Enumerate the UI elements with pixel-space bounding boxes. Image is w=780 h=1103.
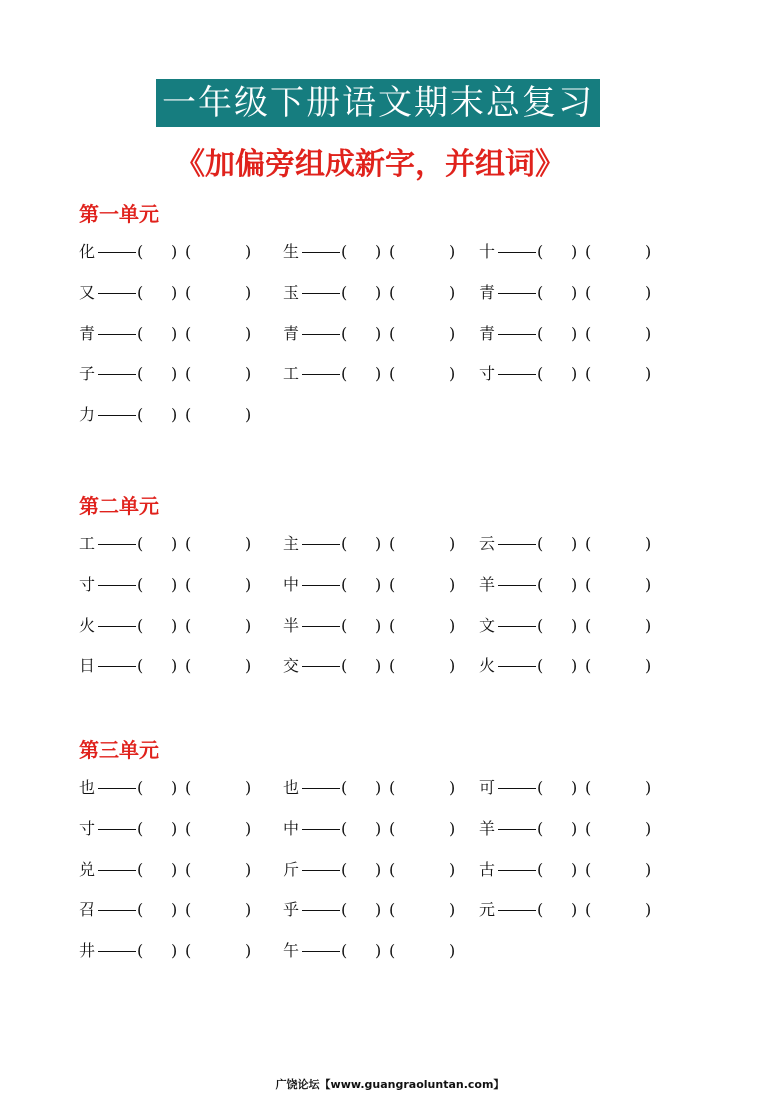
answer-blank-word[interactable]: (: [585, 859, 592, 879]
paren-close: ): [245, 534, 252, 553]
paren-close: ): [571, 615, 578, 635]
dash-line: [302, 585, 340, 587]
base-character: 火: [479, 656, 496, 676]
answer-blank-new-character[interactable]: (: [341, 323, 348, 343]
dash-line: [98, 666, 136, 668]
paren-close: ): [645, 818, 652, 838]
paren-close: ): [375, 574, 382, 594]
base-character: 文: [479, 615, 496, 635]
paren-close: ): [171, 656, 178, 676]
dash-line: [498, 910, 536, 912]
paren-close: ): [245, 818, 252, 838]
dash-line: [302, 829, 340, 831]
paren-close: ): [375, 615, 382, 635]
answer-blank-word[interactable]: (: [389, 941, 396, 961]
base-character: 斤: [283, 859, 300, 879]
exercise-row: [79, 322, 719, 363]
answer-blank-word[interactable]: (: [389, 818, 396, 838]
answer-blank-new-character[interactable]: (: [537, 282, 544, 302]
exercise-item: [479, 362, 679, 386]
dash-line: [302, 252, 340, 254]
exercise-item: [283, 240, 483, 264]
paren-close: ): [449, 242, 456, 261]
answer-blank-new-character[interactable]: (: [137, 656, 144, 676]
base-character: 主: [283, 534, 300, 553]
base-character: 羊: [479, 818, 496, 838]
exercise-item: [283, 281, 483, 305]
exercise-row: [79, 898, 719, 939]
base-character: 十: [479, 242, 496, 261]
exercise-item: [79, 898, 279, 922]
exercise-row: [79, 939, 719, 980]
exercise-item: [479, 654, 679, 678]
answer-blank-new-character[interactable]: (: [537, 615, 544, 635]
answer-blank-new-character[interactable]: (: [137, 534, 144, 553]
exercise-row: [79, 614, 719, 655]
answer-blank-word[interactable]: (: [585, 615, 592, 635]
paren-close: ): [171, 534, 178, 553]
answer-blank-word[interactable]: (: [585, 900, 592, 920]
paren-close: ): [245, 778, 252, 797]
answer-blank-word[interactable]: (: [185, 364, 192, 384]
dash-line: [498, 293, 536, 295]
paren-close: ): [645, 282, 652, 302]
answer-blank-new-character[interactable]: (: [137, 818, 144, 838]
paren-close: ): [449, 574, 456, 594]
paren-close: ): [245, 242, 252, 261]
exercise-item: [283, 939, 483, 963]
exercise-item: [283, 532, 483, 556]
paren-close: ): [171, 615, 178, 635]
dash-line: [498, 626, 536, 628]
dash-line: [498, 544, 536, 546]
exercise-item: [283, 362, 483, 386]
paren-close: ): [645, 534, 652, 553]
exercise-item: [79, 654, 279, 678]
exercise-row: [79, 776, 719, 817]
exercise-rows: [79, 240, 719, 444]
answer-blank-word[interactable]: (: [389, 900, 396, 920]
answer-blank-word[interactable]: (: [585, 818, 592, 838]
paren-close: ): [645, 323, 652, 343]
exercise-item: [283, 898, 483, 922]
answer-blank-word[interactable]: (: [585, 574, 592, 594]
paren-close: ): [245, 615, 252, 635]
answer-blank-new-character[interactable]: (: [341, 574, 348, 594]
answer-blank-word[interactable]: (: [185, 574, 192, 594]
paren-close: ): [171, 364, 178, 384]
base-character: 力: [79, 405, 96, 425]
answer-blank-new-character[interactable]: (: [341, 534, 348, 553]
dash-line: [302, 951, 340, 953]
exercise-item: [79, 573, 279, 597]
paren-close: ): [449, 859, 456, 879]
exercise-item: [283, 817, 483, 841]
answer-blank-new-character[interactable]: (: [537, 900, 544, 920]
dash-line: [302, 910, 340, 912]
dash-line: [302, 870, 340, 872]
answer-blank-word[interactable]: (: [185, 900, 192, 920]
exercise-item: [283, 776, 483, 800]
paren-close: ): [449, 941, 456, 961]
answer-blank-word[interactable]: (: [185, 615, 192, 635]
answer-blank-word[interactable]: (: [585, 282, 592, 302]
unit-title: 第二单元: [79, 494, 159, 518]
exercise-item: [283, 573, 483, 597]
answer-blank-new-character[interactable]: (: [137, 900, 144, 920]
paren-close: ): [645, 364, 652, 384]
paren-close: ): [449, 364, 456, 384]
base-character: 午: [283, 941, 300, 961]
dash-line: [498, 374, 536, 376]
base-character: 中: [283, 818, 300, 838]
exercise-row: [79, 362, 719, 403]
answer-blank-word[interactable]: (: [389, 534, 396, 553]
base-character: 井: [79, 941, 96, 961]
paren-close: ): [245, 859, 252, 879]
paren-close: ): [375, 778, 382, 797]
paren-close: ): [571, 242, 578, 261]
paren-close: ): [571, 900, 578, 920]
base-character: 玉: [283, 282, 300, 302]
answer-blank-new-character[interactable]: (: [341, 818, 348, 838]
answer-blank-word[interactable]: (: [389, 615, 396, 635]
answer-blank-new-character[interactable]: (: [341, 364, 348, 384]
exercise-row: [79, 403, 719, 444]
answer-blank-new-character[interactable]: (: [537, 574, 544, 594]
exercise-item: [283, 858, 483, 882]
paren-close: ): [449, 323, 456, 343]
base-character: 青: [479, 323, 496, 343]
paren-close: ): [449, 534, 456, 553]
answer-blank-word[interactable]: (: [185, 778, 192, 797]
page-title: 一年级下册语文期末总复习: [156, 79, 600, 127]
answer-blank-word[interactable]: (: [585, 534, 592, 553]
base-character: 召: [79, 900, 96, 920]
paren-close: ): [449, 615, 456, 635]
answer-blank-word[interactable]: (: [585, 778, 592, 797]
paren-close: ): [449, 900, 456, 920]
dash-line: [302, 293, 340, 295]
dash-line: [302, 666, 340, 668]
answer-blank-new-character[interactable]: (: [137, 941, 144, 961]
answer-blank-new-character[interactable]: (: [137, 859, 144, 879]
answer-blank-word[interactable]: (: [389, 364, 396, 384]
dash-line: [98, 374, 136, 376]
exercise-row: [79, 654, 719, 695]
exercise-item: [79, 281, 279, 305]
base-character: 可: [479, 778, 496, 797]
paren-close: ): [645, 656, 652, 676]
answer-blank-new-character[interactable]: (: [137, 778, 144, 797]
exercise-item: [479, 817, 679, 841]
dash-line: [302, 544, 340, 546]
base-character: 子: [79, 364, 96, 384]
dash-line: [98, 334, 136, 336]
answer-blank-new-character[interactable]: (: [137, 323, 144, 343]
exercise-item: [79, 403, 279, 427]
paren-close: ): [245, 364, 252, 384]
answer-blank-new-character[interactable]: (: [137, 405, 144, 425]
paren-close: ): [375, 364, 382, 384]
paren-close: ): [375, 818, 382, 838]
dash-line: [98, 585, 136, 587]
dash-line: [98, 252, 136, 254]
paren-close: ): [375, 323, 382, 343]
exercise-item: [479, 532, 679, 556]
answer-blank-word[interactable]: (: [389, 656, 396, 676]
answer-blank-word[interactable]: (: [185, 818, 192, 838]
dash-line: [302, 626, 340, 628]
paren-close: ): [171, 405, 178, 425]
dash-line: [498, 870, 536, 872]
dash-line: [498, 666, 536, 668]
paren-close: ): [245, 574, 252, 594]
answer-blank-new-character[interactable]: (: [341, 900, 348, 920]
answer-blank-word[interactable]: (: [185, 242, 192, 261]
answer-blank-new-character[interactable]: (: [137, 242, 144, 261]
answer-blank-word[interactable]: (: [185, 859, 192, 879]
exercise-item: [479, 573, 679, 597]
dash-line: [498, 788, 536, 790]
answer-blank-word[interactable]: (: [389, 778, 396, 797]
dash-line: [98, 951, 136, 953]
exercise-row: [79, 858, 719, 899]
exercise-item: [79, 322, 279, 346]
paren-close: ): [375, 941, 382, 961]
answer-blank-word[interactable]: (: [585, 242, 592, 261]
base-character: 乎: [283, 900, 300, 920]
base-character: 生: [283, 242, 300, 261]
paren-close: ): [171, 900, 178, 920]
answer-blank-word[interactable]: (: [185, 941, 192, 961]
exercise-item: [479, 858, 679, 882]
base-character: 寸: [79, 818, 96, 838]
exercise-item: [479, 614, 679, 638]
paren-close: ): [171, 859, 178, 879]
exercise-item: [79, 532, 279, 556]
base-character: 青: [283, 323, 300, 343]
answer-blank-word[interactable]: (: [185, 405, 192, 425]
exercise-item: [479, 281, 679, 305]
exercise-item: [283, 322, 483, 346]
base-character: 火: [79, 615, 96, 635]
exercise-item: [283, 614, 483, 638]
exercise-row: [79, 817, 719, 858]
answer-blank-word[interactable]: (: [389, 282, 396, 302]
answer-blank-new-character[interactable]: (: [537, 859, 544, 879]
answer-blank-new-character[interactable]: (: [537, 818, 544, 838]
answer-blank-word[interactable]: (: [185, 656, 192, 676]
dash-line: [98, 544, 136, 546]
base-character: 寸: [79, 574, 96, 594]
paren-close: ): [375, 900, 382, 920]
paren-close: ): [571, 282, 578, 302]
base-character: 羊: [479, 574, 496, 594]
paren-close: ): [449, 282, 456, 302]
dash-line: [98, 293, 136, 295]
answer-blank-new-character[interactable]: (: [137, 615, 144, 635]
paren-close: ): [645, 900, 652, 920]
base-character: 半: [283, 615, 300, 635]
answer-blank-word[interactable]: (: [585, 323, 592, 343]
exercise-item: [79, 240, 279, 264]
base-character: 寸: [479, 364, 496, 384]
exercise-row: [79, 573, 719, 614]
paren-close: ): [571, 534, 578, 553]
paren-close: ): [375, 242, 382, 261]
dash-line: [498, 252, 536, 254]
paren-close: ): [571, 323, 578, 343]
answer-blank-word[interactable]: (: [389, 323, 396, 343]
answer-blank-new-character[interactable]: (: [537, 534, 544, 553]
answer-blank-word[interactable]: (: [389, 574, 396, 594]
paren-close: ): [571, 574, 578, 594]
answer-blank-new-character[interactable]: (: [341, 859, 348, 879]
answer-blank-new-character[interactable]: (: [537, 778, 544, 797]
paren-close: ): [245, 323, 252, 343]
base-character: 中: [283, 574, 300, 594]
dash-line: [498, 829, 536, 831]
paren-close: ): [645, 574, 652, 594]
dash-line: [98, 870, 136, 872]
base-character: 日: [79, 656, 96, 676]
paren-close: ): [245, 656, 252, 676]
answer-blank-new-character[interactable]: (: [341, 242, 348, 261]
answer-blank-new-character[interactable]: (: [537, 323, 544, 343]
base-character: 交: [283, 656, 300, 676]
answer-blank-new-character[interactable]: (: [137, 364, 144, 384]
paren-close: ): [645, 859, 652, 879]
dash-line: [302, 334, 340, 336]
footer-source: 广饶论坛【www.guangraoluntan.com】: [275, 1078, 505, 1091]
paren-close: ): [171, 574, 178, 594]
dash-line: [98, 910, 136, 912]
exercise-item: [79, 776, 279, 800]
answer-blank-word[interactable]: (: [389, 859, 396, 879]
exercise-row: [79, 240, 719, 281]
paren-close: ): [171, 242, 178, 261]
paren-close: ): [171, 323, 178, 343]
dash-line: [302, 374, 340, 376]
dash-line: [98, 788, 136, 790]
paren-close: ): [571, 859, 578, 879]
exercise-item: [283, 654, 483, 678]
answer-blank-new-character[interactable]: (: [537, 656, 544, 676]
exercise-item: [79, 362, 279, 386]
exercise-item: [79, 817, 279, 841]
paren-close: ): [571, 778, 578, 797]
exercise-item: [79, 614, 279, 638]
base-character: 青: [479, 282, 496, 302]
answer-blank-new-character[interactable]: (: [341, 282, 348, 302]
exercise-row: [79, 281, 719, 322]
base-character: 工: [283, 364, 300, 384]
dash-line: [98, 626, 136, 628]
base-character: 青: [79, 323, 96, 343]
answer-blank-new-character[interactable]: (: [137, 282, 144, 302]
base-character: 也: [283, 778, 300, 797]
paren-close: ): [171, 282, 178, 302]
paren-close: ): [245, 941, 252, 961]
answer-blank-new-character[interactable]: (: [137, 574, 144, 594]
base-character: 工: [79, 534, 96, 553]
exercise-item: [79, 939, 279, 963]
exercise-rows: [79, 532, 719, 695]
unit-title: 第一单元: [79, 202, 159, 226]
paren-close: ): [171, 818, 178, 838]
answer-blank-new-character[interactable]: (: [537, 364, 544, 384]
exercise-item: [79, 858, 279, 882]
exercise-row: [79, 532, 719, 573]
exercise-item: [479, 898, 679, 922]
paren-close: ): [245, 405, 252, 425]
paren-close: ): [645, 242, 652, 261]
answer-blank-new-character[interactable]: (: [341, 778, 348, 797]
paren-close: ): [245, 282, 252, 302]
dash-line: [498, 334, 536, 336]
paren-close: ): [571, 656, 578, 676]
paren-close: ): [449, 656, 456, 676]
base-character: 兑: [79, 859, 96, 879]
paren-close: ): [449, 818, 456, 838]
exercise-item: [479, 240, 679, 264]
paren-close: ): [375, 282, 382, 302]
paren-close: ): [449, 778, 456, 797]
answer-blank-word[interactable]: (: [185, 282, 192, 302]
dash-line: [498, 585, 536, 587]
answer-blank-new-character[interactable]: (: [341, 656, 348, 676]
paren-close: ): [645, 615, 652, 635]
answer-blank-new-character[interactable]: (: [341, 941, 348, 961]
answer-blank-new-character[interactable]: (: [537, 242, 544, 261]
base-character: 云: [479, 534, 496, 553]
exercise-item: [479, 322, 679, 346]
dash-line: [302, 788, 340, 790]
page-subtitle: 《加偏旁组成新字，并组词》: [175, 147, 565, 182]
base-character: 又: [79, 282, 96, 302]
answer-blank-word[interactable]: (: [585, 656, 592, 676]
paren-close: ): [375, 859, 382, 879]
paren-close: ): [645, 778, 652, 797]
paren-close: ): [375, 656, 382, 676]
dash-line: [98, 415, 136, 417]
answer-blank-word[interactable]: (: [389, 242, 396, 261]
paren-close: ): [571, 818, 578, 838]
paren-close: ): [571, 364, 578, 384]
dash-line: [98, 829, 136, 831]
paren-close: ): [245, 900, 252, 920]
base-character: 古: [479, 859, 496, 879]
paren-close: ): [171, 941, 178, 961]
paren-close: ): [171, 778, 178, 797]
base-character: 化: [79, 242, 96, 261]
unit-title: 第三单元: [79, 738, 159, 762]
exercise-item: [479, 776, 679, 800]
exercise-rows: [79, 776, 719, 980]
answer-blank-word[interactable]: (: [185, 323, 192, 343]
answer-blank-word[interactable]: (: [185, 534, 192, 553]
base-character: 元: [479, 900, 496, 920]
base-character: 也: [79, 778, 96, 797]
answer-blank-new-character[interactable]: (: [341, 615, 348, 635]
answer-blank-word[interactable]: (: [585, 364, 592, 384]
paren-close: ): [375, 534, 382, 553]
